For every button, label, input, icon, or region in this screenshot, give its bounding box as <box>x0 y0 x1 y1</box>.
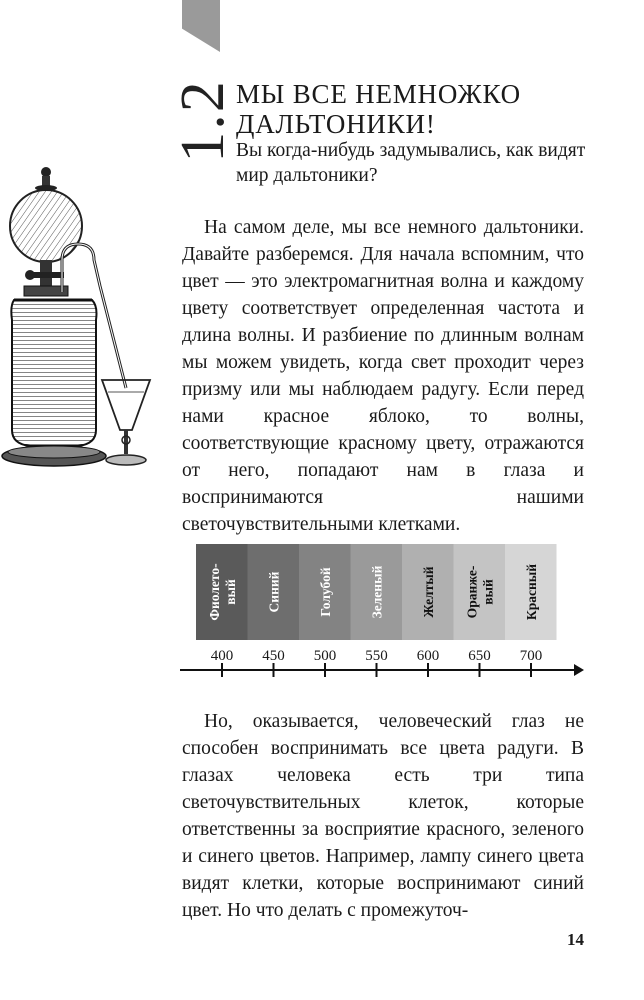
spectrum-band-label: Зеленый <box>369 565 385 619</box>
axis-tick-label: 550 <box>365 648 388 664</box>
spectrum-band-rect <box>454 544 506 640</box>
spectrum-band <box>402 544 454 640</box>
spectrum-band <box>505 544 557 640</box>
spectrum-band-label: Синий <box>266 571 282 613</box>
spectrum-band <box>196 544 248 640</box>
spectrum-band <box>351 544 403 640</box>
spectrum-band-label: Голубой <box>317 567 333 617</box>
axis-tick-label: 500 <box>313 648 337 664</box>
chapter-title: МЫ ВСЕ НЕМНОЖКО ДАЛЬТОНИКИ! <box>236 79 521 139</box>
wavelength-spectrum-diagram <box>176 544 586 694</box>
spectrum-band-label: Фиолето-вый <box>206 563 238 621</box>
spectrum-band-label: Красный <box>523 563 539 621</box>
body-paragraph-2: Но, оказывается, человеческий глаз не способен воспринимать все цвета радуги. В глазах человека есть три типа светочувствительных клеток, которые ответственны за восприятие красного, зеленого и синего цветов. Например, лампу синего цвета видят клетки, которые воспринимают синий цвет. Но что делать с промежуточ- <box>182 711 584 921</box>
axis-tick-label: 600 <box>416 648 440 664</box>
chemistry-apparatus-illustration <box>0 160 170 490</box>
axis-tick-label: 400 <box>210 648 234 664</box>
chapter-number: 1.2 <box>169 79 237 163</box>
corner-tab <box>182 0 220 52</box>
axis-tick-label: 700 <box>519 648 543 664</box>
page-number: 14 <box>567 930 584 949</box>
body-paragraph-1: На самом деле, мы все немного дальтоники. Давайте разберемся. Для начала вспомним, что цвет — это электромагнитная волна и каждому цвету соответствует определенная частота и длина волны. И разбиение по длинным волнам мы можем увидеть, когда свет проходит через призму или мы наблюдаем радугу. Если перед нами красное яблоко, то волны, соответствующие красному цвету, отражаются от него, попадают нам в глаза и воспринимаются нашими светочувствительными клетками. <box>182 217 584 535</box>
spectrum-band <box>248 544 300 640</box>
chapter-subtitle: Вы когда-нибудь задумывались, как видят мир дальтоники? <box>236 140 586 186</box>
axis-arrow-icon <box>574 664 584 676</box>
axis-tick-label: 450 <box>262 648 285 664</box>
spectrum-bands <box>196 544 557 640</box>
spectrum-band-rect <box>196 544 248 640</box>
wavelength-ticks <box>211 648 543 677</box>
spectrum-band <box>454 544 506 640</box>
axis-tick-label: 650 <box>468 648 491 664</box>
spectrum-band-label: Желтый <box>420 566 436 618</box>
spectrum-band-label: Оранже-вый <box>464 565 496 619</box>
spectrum-band <box>299 544 351 640</box>
